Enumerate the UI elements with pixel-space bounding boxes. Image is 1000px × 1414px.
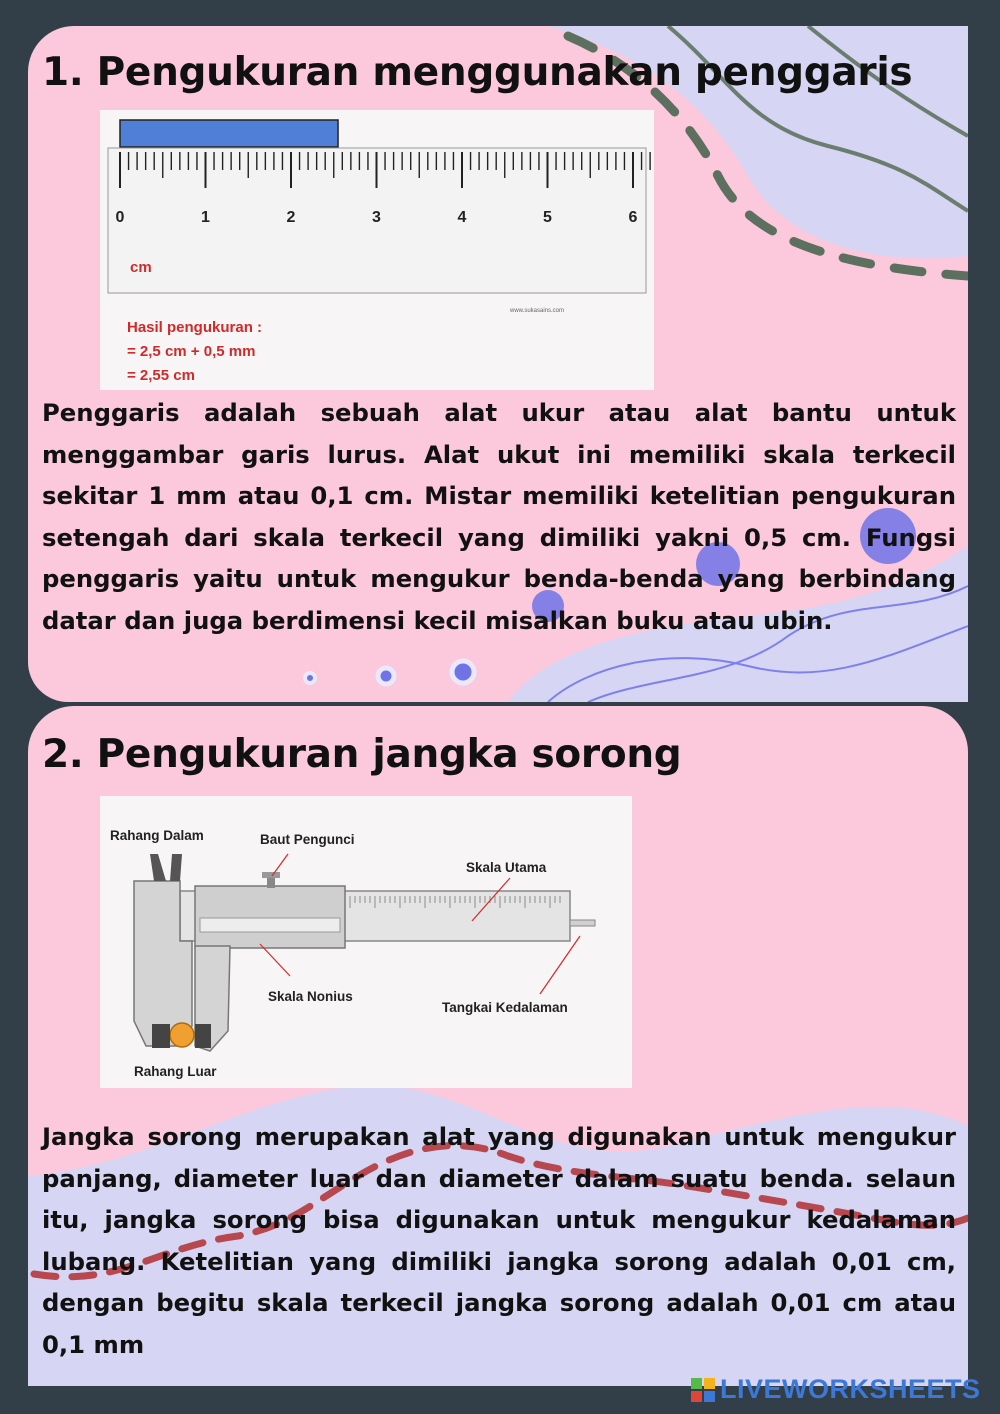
ruler-tick-label: 2	[286, 209, 296, 226]
section-2-title: 2. Pengukuran jangka sorong	[42, 732, 682, 777]
result-line-1: = 2,5 cm + 0,5 mm	[127, 343, 256, 360]
figure-watermark: www.sukasains.com	[510, 308, 565, 314]
ruler-illustration	[100, 110, 654, 390]
section-1-panel	[28, 26, 968, 702]
section-1-title: 1. Pengukuran menggunakan penggaris	[42, 50, 913, 95]
section-1-body: Penggaris adalah sebuah alat ukur atau alat bantu untuk menggambar garis lurus. Alat ukut ini memiliki skala terkecil sekitar 1 mm atau 0,1 cm. Mistar memiliki ketelitian pengukuran setengah dari skala terkecil yang dimiliki yakni 0,5 cm. Fungsi penggaris yaitu untuk mengukur benda-benda yang berbindang datar dan juga berdimensi kecil misalkan buku atau ubin.	[42, 398, 956, 635]
label-rahang-dalam: Rahang Dalam	[110, 828, 204, 843]
ruler-tick-label: 0	[115, 209, 125, 226]
label-skala-utama: Skala Utama	[466, 860, 547, 875]
label-rahang-luar: Rahang Luar	[134, 1064, 217, 1079]
result-heading: Hasil pengukuran :	[127, 319, 263, 336]
liveworksheets-logo-icon	[691, 1378, 715, 1402]
caliper-illustration	[100, 796, 632, 1088]
ruler-tick-label: 1	[201, 209, 210, 226]
section-2-body: Jangka sorong merupakan alat yang digunakan untuk mengukur panjang, diameter luar dan diameter dalam suatu benda. selaun itu, jangka sorong bisa digunakan untuk mengukur kedalaman lubang. Ketelitian yang dimiliki jangka sorong adalah 0,01 cm, dengan begitu skala terkecil jangka sorong adalah 0,01 cm atau 0,1 mm	[42, 1122, 956, 1359]
label-tangkai-kedalaman: Tangkai Kedalaman	[442, 1000, 568, 1015]
result-line-2: = 2,55 cm	[127, 367, 195, 384]
ruler-tick-label: 5	[543, 209, 552, 226]
label-skala-nonius: Skala Nonius	[268, 989, 353, 1004]
liveworksheets-brand: LIVEWORKSHEETS	[720, 1374, 981, 1404]
caliper-figure	[100, 796, 632, 1088]
ruler-figure	[100, 110, 654, 390]
section-2-panel	[28, 706, 968, 1386]
ruler-tick-label: 6	[628, 209, 638, 226]
measured-bar	[120, 120, 338, 147]
ruler-unit: cm	[130, 259, 152, 276]
measured-object	[170, 1023, 194, 1047]
label-baut-pengunci: Baut Pengunci	[260, 832, 355, 847]
ruler-tick-label: 4	[457, 209, 467, 226]
ruler-tick-label: 3	[372, 209, 381, 226]
